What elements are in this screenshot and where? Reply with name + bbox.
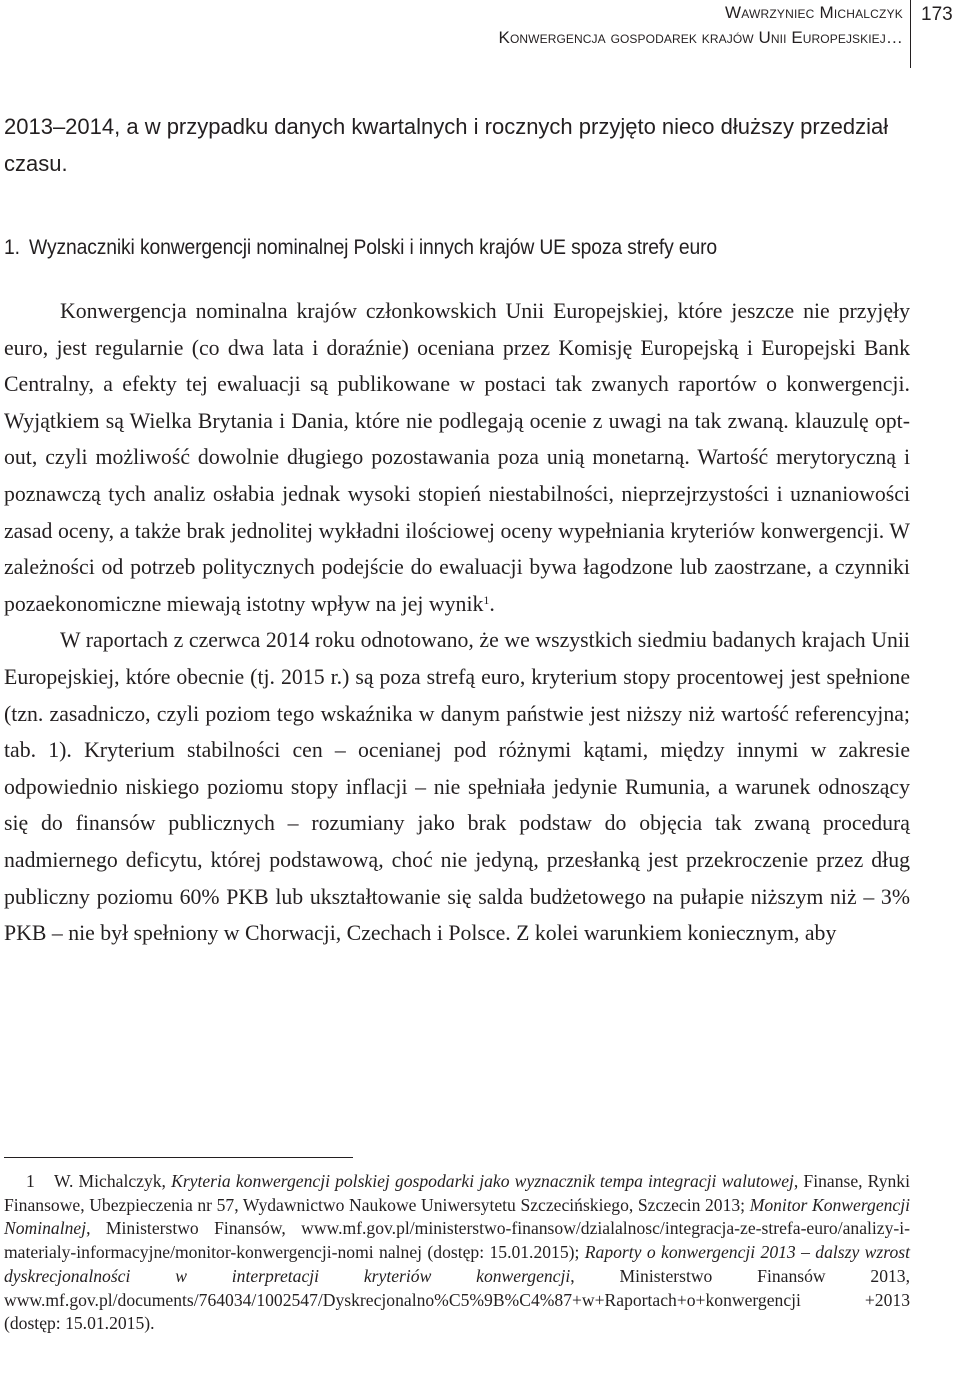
footnote-text-3: , Ministerstwo Finansów 2013, www.mf.gov.pl/documents/764034/1002547/Dyskrecjonalno%C5%9B%C4%87+w+Raportach+o+konwergencji +2013 (dostęp: 15.01.2015). <box>4 1265 910 1334</box>
footnote-text-1: , Finanse, Rynki Finansowe, Ubezpieczenia nr 57, Wydawnictwo Naukowe Uniwersytetu Szczecińskiego, Szczecin 2013; <box>4 1171 910 1215</box>
running-head-title: Konwergencja gospodarek krajów Unii Europejskiej… <box>498 28 903 47</box>
paragraph-1-text: Konwergencja nominalna krajów członkowskich Unii Europejskiej, które jeszcze nie przyjęły euro, jest regularnie (co dwa lata i doraźnie) oceniana przez Komisję Europejską i Europejski Bank Centralny, a efekty tej ewaluacji są publikowane w postaci tak zwanych raportów o konwergencji. Wyjątkiem są Wielka Brytania i Dania, które nie podlegają ocenie z uwagi na tak zwaną. klauzulę opt-out, czyli możliwość dowolnie długiego pozostawania poza unią monetarną. Wartość merytoryczną i poznawczą tych analiz osłabia jednak wysoki stopień niestabilności, nieprzejrzystości i uznaniowości zasad oceny, a także brak jednolitej wykładni ilościowej oceny wypełniania kryteriów konwergencji. W zależności od potrzeb politycznych podejście do ewaluacji bywa łagodzone lub zaostrzane, a czynniki pozaekonomiczne miewają istotny wpływ na jej wynik <box>4 299 910 616</box>
footnote-title-3: Raporty o konwergencji 2013 – dalszy wzrost dyskrecjonalności w interpretacji kryteriów konwergencji <box>4 1242 910 1286</box>
footnote-title-2: Monitor Konwergencji Nominalnej <box>4 1194 911 1239</box>
running-head-divider <box>910 0 911 68</box>
body-text <box>4 293 910 952</box>
section-number: 1. <box>4 236 20 259</box>
section-heading <box>4 236 841 260</box>
footnote-separator <box>4 1157 353 1158</box>
running-head-author: Wawrzyniec Michalczyk <box>724 3 903 22</box>
footnote-mark: 1 <box>26 1171 35 1191</box>
paragraph-1-end: . <box>489 591 495 616</box>
section-title: Wyznaczniki konwergencji nominalnej Polski i innych krajów UE spoza strefy euro <box>29 236 717 259</box>
running-head <box>0 0 960 70</box>
footnote-author: W. Michalczyk, <box>54 1171 172 1191</box>
footnote-reference[interactable]: 1 <box>483 592 490 607</box>
paragraph-1 <box>4 293 910 622</box>
lead-paragraph: 2013–2014, a w przypadku danych kwartalnych i rocznych przyjęto nieco dłuższy przedział czasu. <box>4 114 889 176</box>
footnote-title-1: Kryteria konwergencji polskiej gospodarki jako wyznacznik tempa integracji walutowej <box>171 1171 794 1191</box>
paragraph-2: W raportach z czerwca 2014 roku odnotowano, że we wszystkich siedmiu badanych krajach Unii Europejskiej, które obecnie (tj. 2015 r.) są poza strefą euro, kryterium stopy procentowej jest spełnione (tzn. zasadniczo, czyli poziom tego wskaźnika w danym państwie jest niższy niż wartość referencyjna; tab. 1). Kryterium stabilności cen – ocenianej pod różnymi kątami, między innymi w zakresie odpowiednio niskiego poziomu stopy inflacji – nie spełniała jedynie Rumunia, a warunek odnoszący się do finansów publicznych – rozumiany jako brak podstaw do objęcia tak zwaną procedurą nadmiernego deficytu, której podstawową, choć nie jedyną, przesłanką jest przekroczenie przez dług publiczny poziomu 60% PKB lub ukształtowanie się salda budżetowego na pułapie niższym niż – 3% PKB – nie był spełniony w Chorwacji, Czechach i Polsce. Z kolei warunkiem koniecznym, aby <box>4 628 910 946</box>
footnote-text-2: , Ministerstwo Finansów, www.mf.gov.pl/ministerstwo-finansow/dzialalnosc/integracja-ze-strefa-euro/analizy-i-materialy-informacyjne/monitor-konwergencji-nomi nalnej (dostęp: 15.01.2015); <box>4 1218 910 1263</box>
footnote <box>4 1170 910 1336</box>
page-number: 173 <box>921 4 953 25</box>
